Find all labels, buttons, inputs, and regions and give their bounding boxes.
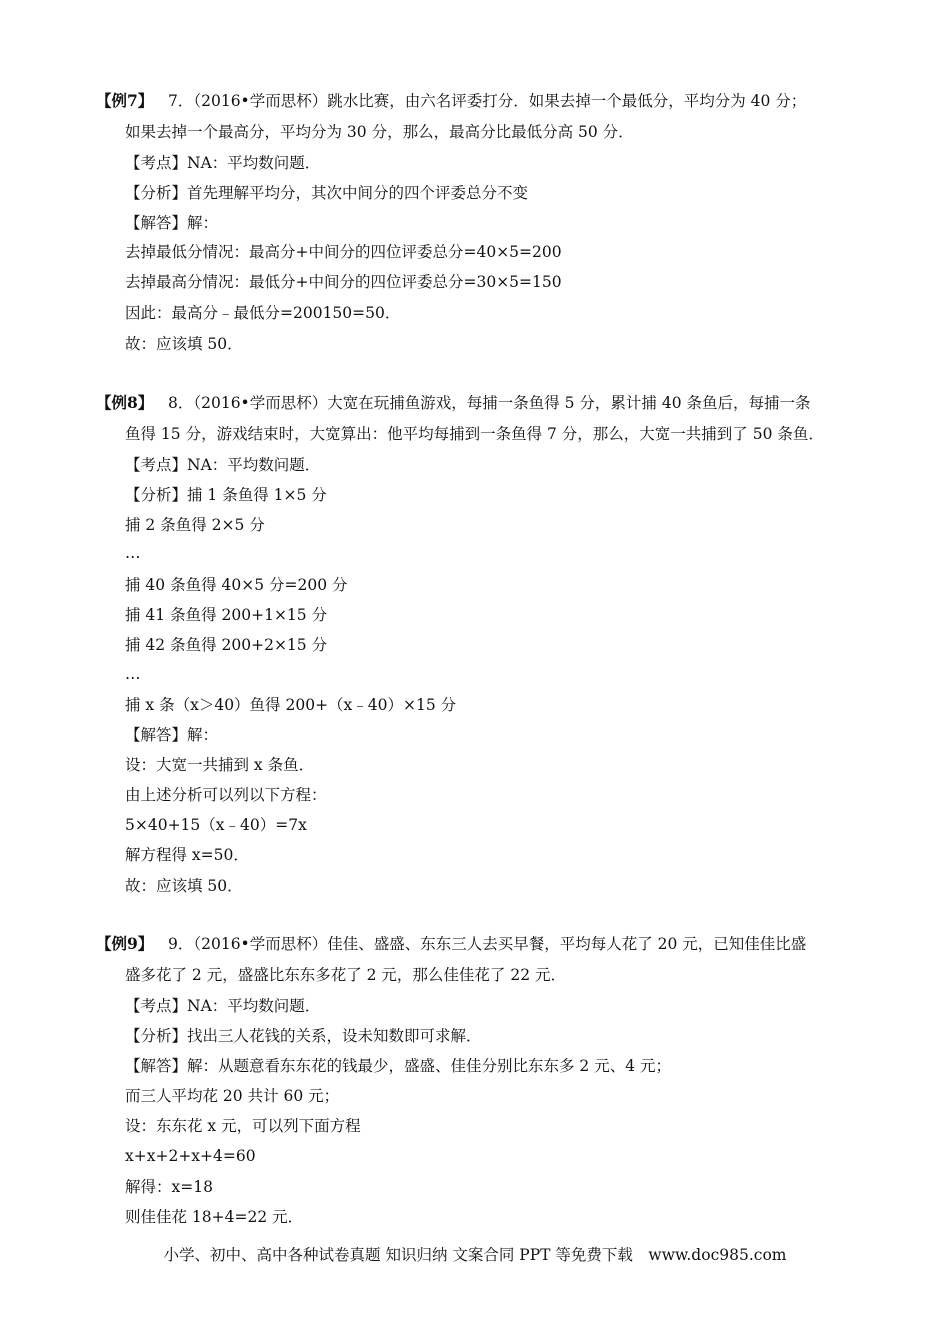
question-text: 7．（2016•学而思杯）跳水比赛，由六名评委打分．如果去掉一个最低分，平均分为 40 分；	[168, 92, 807, 110]
body-line: 【分析】捕 1 条鱼得 1×5 分	[125, 486, 327, 504]
question-text-continued: 盛多花了 2 元，盛盛比东东多花了 2 元，那么佳佳花了 22 元．	[125, 966, 567, 984]
body-line: 捕 x 条（x＞40）鱼得 200+（x﹣40）×15 分	[125, 696, 457, 714]
example-9-heading	[96, 933, 806, 955]
body-line: 设：大宽一共捕到 x 条鱼．	[125, 756, 315, 774]
body-line: 故：应该填 50．	[125, 877, 243, 895]
body-line: 【解答】解：	[125, 214, 219, 232]
question-text-continued: 如果去掉一个最高分，平均分为 30 分，那么，最高分比最低分高 50 分．	[125, 123, 634, 141]
body-line: …	[125, 665, 141, 683]
example-8-heading	[96, 392, 811, 414]
body-line: x+x+2+x+4=60	[125, 1147, 256, 1165]
body-line: 解得：x=18	[125, 1178, 213, 1196]
body-line: 捕 41 条鱼得 200+1×15 分	[125, 606, 328, 624]
body-line: 因此：最高分﹣最低分=200150=50．	[125, 304, 401, 322]
body-line: 捕 2 条鱼得 2×5 分	[125, 516, 265, 534]
example-tag: 【例9】	[96, 934, 154, 953]
body-line: 由上述分析可以列以下方程：	[125, 786, 327, 804]
body-line: 【分析】找出三人花钱的关系，设未知数即可求解．	[125, 1027, 482, 1045]
page-footer: 小学、初中、高中各种试卷真题 知识归纳 文案合同 PPT 等免费下载 www.doc985.com	[163, 1246, 787, 1264]
question-text: 9．（2016•学而思杯）佳佳、盛盛、东东三人去买早餐，平均每人花了 20 元，已知佳佳比盛	[168, 935, 807, 953]
body-line: …	[125, 544, 141, 562]
body-line: 而三人平均花 20 共计 60 元；	[125, 1087, 340, 1105]
body-line: 【解答】解：	[125, 726, 219, 744]
body-line: 5×40+15（x﹣40）=7x	[125, 816, 307, 834]
body-line: 【解答】解：从题意看东东花的钱最少，盛盛、佳佳分别比东东多 2 元、4 元；	[125, 1057, 672, 1075]
body-line: 设：东东花 x 元，可以列下面方程	[125, 1117, 361, 1135]
body-line: 去掉最低分情况：最高分+中间分的四位评委总分=40×5=200	[125, 243, 562, 261]
body-line: 【分析】首先理解平均分，其次中间分的四个评委总分不变	[125, 184, 529, 202]
example-tag: 【例8】	[96, 393, 154, 412]
example-7-heading	[96, 90, 806, 112]
body-line: 【考点】NA：平均数问题．	[125, 456, 321, 474]
question-text-continued: 鱼得 15 分，游戏结束时，大宽算出：他平均每捕到一条鱼得 7 分，那么，大宽一共捕到了 50 条鱼．	[125, 425, 824, 443]
example-tag: 【例7】	[96, 91, 154, 110]
body-line: 故：应该填 50．	[125, 335, 243, 353]
body-line: 去掉最高分情况：最低分+中间分的四位评委总分=30×5=150	[125, 273, 562, 291]
body-line: 则佳佳花 18+4=22 元．	[125, 1208, 304, 1226]
body-line: 【考点】NA：平均数问题．	[125, 997, 321, 1015]
body-line: 捕 40 条鱼得 40×5 分=200 分	[125, 576, 348, 594]
body-line: 捕 42 条鱼得 200+2×15 分	[125, 636, 328, 654]
question-text: 8．（2016•学而思杯）大宽在玩捕鱼游戏，每捕一条鱼得 5 分，累计捕 40 条鱼后，每捕一条	[168, 394, 811, 412]
body-line: 解方程得 x=50．	[125, 846, 249, 864]
body-line: 【考点】NA：平均数问题．	[125, 154, 321, 172]
